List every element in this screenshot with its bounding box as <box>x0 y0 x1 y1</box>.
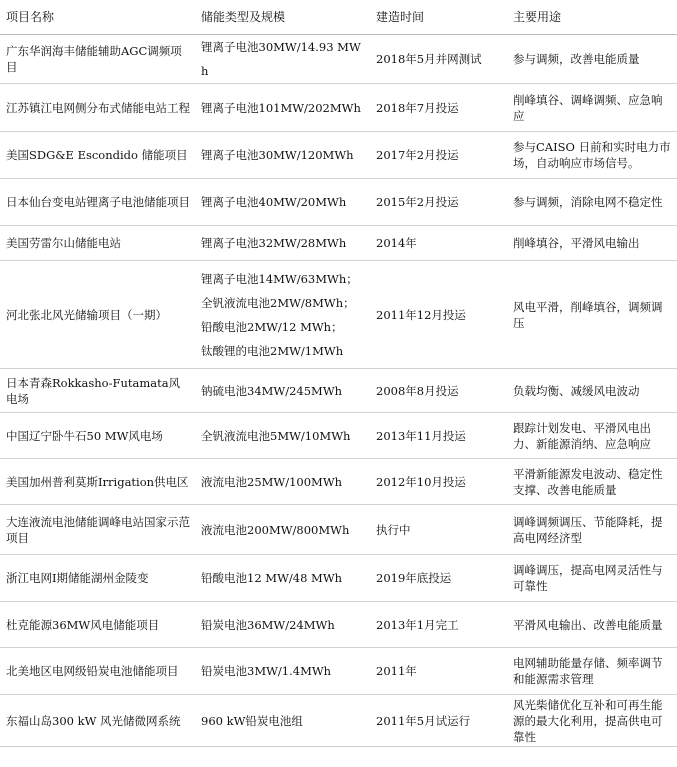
project-name-cell: 浙江电网I期储能湖州金陵变 <box>0 555 195 602</box>
storage-scale-cell <box>195 505 370 555</box>
project-name-cell: 河北张北风光储输项目（一期） <box>0 261 195 369</box>
storage-scale-cell <box>195 369 370 413</box>
table-row <box>0 35 677 84</box>
storage-scale-line: 锂离子电池14MW/63MWh； <box>201 271 358 286</box>
project-name-cell: 日本仙台变电站锂离子电池储能项目 <box>0 179 195 226</box>
construction-time-cell: 2011年 <box>370 648 507 695</box>
header-construction-time: 建造时间 <box>370 0 507 35</box>
storage-scale-line: 钛酸锂的电池2MW/1MWh <box>201 343 344 358</box>
project-name-cell: 大连液流电池储能调峰电站国家示范项目 <box>0 505 195 555</box>
table-row <box>0 602 677 648</box>
construction-time-cell: 2013年11月投运 <box>370 413 507 459</box>
storage-scale-line: 铅炭电池3MW/1.4MWh <box>201 664 332 678</box>
header-project-name: 项目名称 <box>0 0 195 35</box>
project-name-cell: 美国劳雷尔山储能电站 <box>0 226 195 261</box>
construction-time-cell: 2017年2月投运 <box>370 132 507 179</box>
construction-time-cell: 2011年12月投运 <box>370 261 507 369</box>
table-row <box>0 648 677 695</box>
storage-scale-cell <box>195 648 370 695</box>
storage-scale-line: 液流电池25MW/100MWh <box>201 474 343 489</box>
table-row <box>0 226 677 261</box>
header-main-use: 主要用途 <box>507 0 677 35</box>
project-name-cell: 美国SDG&E Escondido 储能项目 <box>0 132 195 179</box>
table-row <box>0 179 677 226</box>
storage-scale-cell <box>195 261 370 369</box>
storage-scale-line: 锂离子电池101MW/202MWh <box>201 100 361 115</box>
main-use-cell: 风光柴储优化互补和可再生能源的最大化利用，提高供电可靠性 <box>507 695 677 747</box>
storage-scale-cell <box>195 602 370 648</box>
construction-time-cell: 2014年 <box>370 226 507 261</box>
construction-time-cell: 执行中 <box>370 505 507 555</box>
construction-time-cell: 2008年8月投运 <box>370 369 507 413</box>
storage-scale-line: 锂离子电池30MW/120MWh <box>201 148 354 162</box>
main-use-cell: 调峰调压，提高电网灵活性与可靠性 <box>507 555 677 602</box>
header-storage-type-scale: 储能类型及规模 <box>195 0 370 35</box>
storage-scale-cell <box>195 84 370 132</box>
main-use-cell: 参与调频，改善电能质量 <box>507 35 677 84</box>
main-use-cell: 调峰调频调压、节能降耗，提高电网经济型 <box>507 505 677 555</box>
project-name-cell: 北美地区电网级铅炭电池储能项目 <box>0 648 195 695</box>
table-row <box>0 695 677 747</box>
storage-scale-line: 锂离子电池30MW/14.93 MWh <box>201 40 361 78</box>
storage-scale-cell <box>195 695 370 747</box>
main-use-cell: 风电平滑，削峰填谷，调频调压 <box>507 261 677 369</box>
construction-time-cell: 2012年10月投运 <box>370 459 507 505</box>
table-row <box>0 84 677 132</box>
storage-scale-line: 液流电池200MW/800MWh <box>201 522 350 537</box>
construction-time-cell: 2015年2月投运 <box>370 179 507 226</box>
storage-scale-cell <box>195 459 370 505</box>
storage-scale-line: 钠硫电池34MW/245MWh <box>201 383 343 398</box>
construction-time-cell: 2018年5月并网测试 <box>370 35 507 84</box>
storage-scale-line: 锂离子电池32MW/28MWh <box>201 236 347 250</box>
table-row <box>0 459 677 505</box>
table-header-row <box>0 0 677 35</box>
storage-scale-cell <box>195 555 370 602</box>
storage-scale-cell <box>195 226 370 261</box>
project-name-cell: 广东华润海丰储能辅助AGC调频项目 <box>0 35 195 84</box>
storage-scale-line: 锂离子电池40MW/20MWh <box>201 195 347 209</box>
main-use-cell: 跟踪计划发电、平滑风电出力、新能源消纳、应急响应 <box>507 413 677 459</box>
table-row <box>0 261 677 369</box>
construction-time-cell: 2013年1月完工 <box>370 602 507 648</box>
project-name-cell: 中国辽宁卧牛石50 MW风电场 <box>0 413 195 459</box>
construction-time-cell: 2011年5月试运行 <box>370 695 507 747</box>
project-name-cell: 江苏镇江电网侧分布式储能电站工程 <box>0 84 195 132</box>
main-use-cell: 削峰填谷、调峰调频、应急响应 <box>507 84 677 132</box>
main-use-cell: 负载均衡、减缓风电波动 <box>507 369 677 413</box>
construction-time-cell: 2018年7月投运 <box>370 84 507 132</box>
table-row <box>0 413 677 459</box>
table-body <box>0 35 677 747</box>
table-row <box>0 369 677 413</box>
project-name-cell: 美国加州普利莫斯Irrigation供电区 <box>0 459 195 505</box>
main-use-cell: 平滑风电输出、改善电能质量 <box>507 602 677 648</box>
storage-scale-cell <box>195 179 370 226</box>
table-row <box>0 555 677 602</box>
storage-scale-line: 960 kW铅炭电池组 <box>201 713 303 728</box>
main-use-cell: 电网辅助能量存储、频率调节和能源需求管理 <box>507 648 677 695</box>
main-use-cell: 参与CAISO 日前和实时电力市场，自动响应市场信号。 <box>507 132 677 179</box>
main-use-cell: 平滑新能源发电波动、稳定性支撑、改善电能质量 <box>507 459 677 505</box>
storage-scale-line: 铅酸电池12 MW/48 MWh <box>201 571 343 585</box>
storage-scale-cell <box>195 35 370 84</box>
storage-scale-cell <box>195 413 370 459</box>
project-name-cell: 东福山岛300 kW 风光储微网系统 <box>0 695 195 747</box>
construction-time-cell: 2019年底投运 <box>370 555 507 602</box>
table-row <box>0 505 677 555</box>
project-name-cell: 日本青森Rokkasho-Futamata风电场 <box>0 369 195 413</box>
storage-scale-line: 铅炭电池36MW/24MWh <box>201 617 335 632</box>
main-use-cell: 参与调频，消除电网不稳定性 <box>507 179 677 226</box>
project-name-cell: 杜克能源36MW风电储能项目 <box>0 602 195 648</box>
storage-scale-line: 全钒液流电池5MW/10MWh <box>201 428 351 443</box>
storage-scale-line: 铅酸电池2MW/12 MWh； <box>201 319 343 334</box>
storage-scale-line: 全钒液流电池2MW/8MWh； <box>201 295 355 310</box>
main-use-cell: 削峰填谷，平滑风电输出 <box>507 226 677 261</box>
storage-scale-cell <box>195 132 370 179</box>
table-row <box>0 132 677 179</box>
